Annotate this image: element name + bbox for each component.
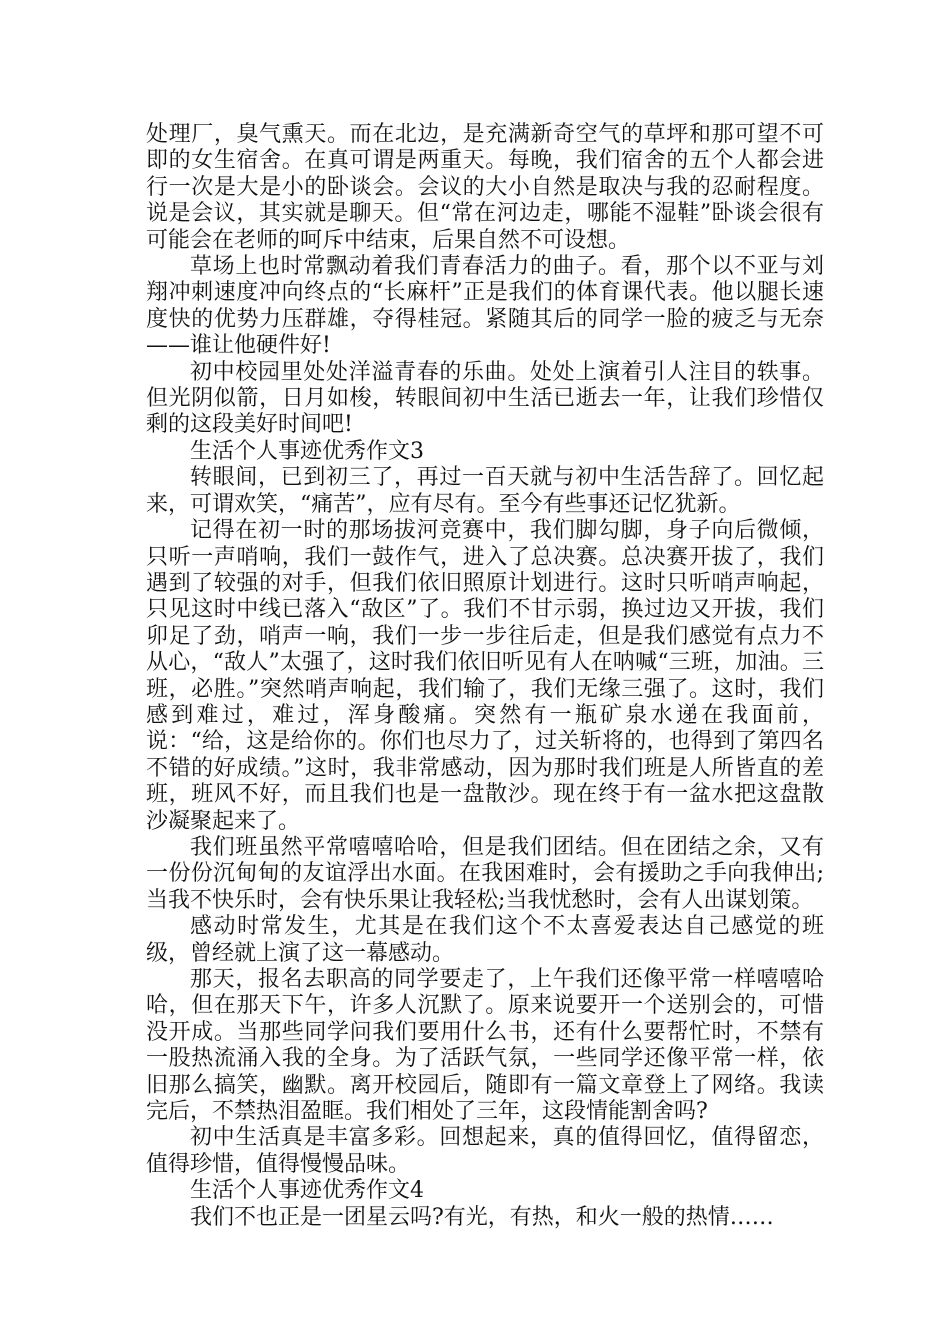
paragraph-campus-music: 初中校园里处处洋溢青春的乐曲。处处上演着引人注目的轶事。但光阴似箭，日月如梭，转眼间初中生活已逝去一年，让我们珍惜仅剩的这段美好时间吧! [146,359,824,438]
paragraph-unity: 我们班虽然平常嘻嘻哈哈，但是我们团结。但在团结之余，又有一份份沉甸甸的友谊浮出水面。在我困难时，会有援助之手向我伸出;当我不快乐时，会有快乐果让我轻松;当我忧愁时，会有人出谋划策。 [146,834,824,913]
paragraph-tug-of-war: 记得在初一时的那场拔河竞赛中，我们脚勾脚，身子向后微倾，只听一声哨响，我们一鼓作气，进入了总决赛。总决赛开拔了，我们遇到了较强的对手，但我们依旧照原计划进行。这时只听哨声响起，只见这时中线已落入“敌区”了。我们不甘示弱，换过边又开拔，我们卯足了劲，哨声一响，我们一步一步往后走，但是我们感觉有点力不从心，“敌人”太强了，这时我们依旧听见有人在呐喊“三班，加油。三班，必胜。”突然哨声响起，我们输了，我们无缘三强了。这时，我们感到难过，难过，浑身酸痛。突然有一瓶矿泉水递在我面前，说：“给，这是给你的。你们也尽力了，过关斩将的，也得到了第四名不错的好成绩。”这时，我非常感动，因为那时我们班是人所皆直的差班，班风不好，而且我们也是一盘散沙。现在终于有一盆水把这盘散沙凝聚起来了。 [146,518,824,834]
essay-heading-3: 生活个人事迹优秀作文3 [190,438,424,464]
paragraph-farewell: 那天，报名去职高的同学要走了，上午我们还像平常一样嘻嘻哈哈，但在那天下午，许多人沉默了。原来说要开一个送别会的，可惜没开成。当那些同学问我们要用什么书，还有什么要帮忙时，不禁有一股热流涌入我的全身。为了活跃气氛，一些同学还像平常一样，依旧那么搞笑，幽默。离开校园后，随即有一篇文章登上了网络。我读完后，不禁热泪盈眶。我们相处了三年，这段情能割舍吗? [146,967,824,1125]
essay-heading-4: 生活个人事迹优秀作文4 [190,1178,424,1204]
paragraph-playground: 草场上也时常飘动着我们青春活力的曲子。看，那个以不亚与刘翔冲刺速度冲向终点的“长麻杆”正是我们的体育课代表。他以腿长速度快的优势力压群雄，夺得桂冠。紧随其后的同学一脸的疲乏与无奈——谁让他硬件好! [146,254,824,359]
paragraph-nebula: 我们不也正是一团星云吗?有光，有热，和火一般的热情…… [190,1204,774,1230]
document-body [146,122,824,1231]
paragraph-grade-three: 转眼间，已到初三了，再过一百天就与初中生活告辞了。回忆起来，可谓欢笑，“痛苦”，应有尽有。至今有些事还记忆犹新。 [146,465,824,517]
paragraph-dorm-talk: 处理厂，臭气熏天。而在北边，是充满新奇空气的草坪和那可望不可即的女生宿舍。在真可谓是两重天。每晚，我们宿舍的五个人都会进行一次是大是小的卧谈会。会议的大小自然是取决与我的忍耐程度。说是会议，其实就是聊天。但“常在河边走，哪能不湿鞋”卧谈会很有可能会在老师的呵斥中结束，后果自然不可设想。 [146,122,824,253]
paragraph-moved: 感动时常发生，尤其是在我们这个不太喜爱表达自己感觉的班级，曾经就上演了这一幕感动。 [146,914,824,966]
paragraph-colorful-life: 初中生活真是丰富多彩。回想起来，真的值得回忆，值得留恋，值得珍惜，值得慢慢品味。 [146,1125,824,1177]
